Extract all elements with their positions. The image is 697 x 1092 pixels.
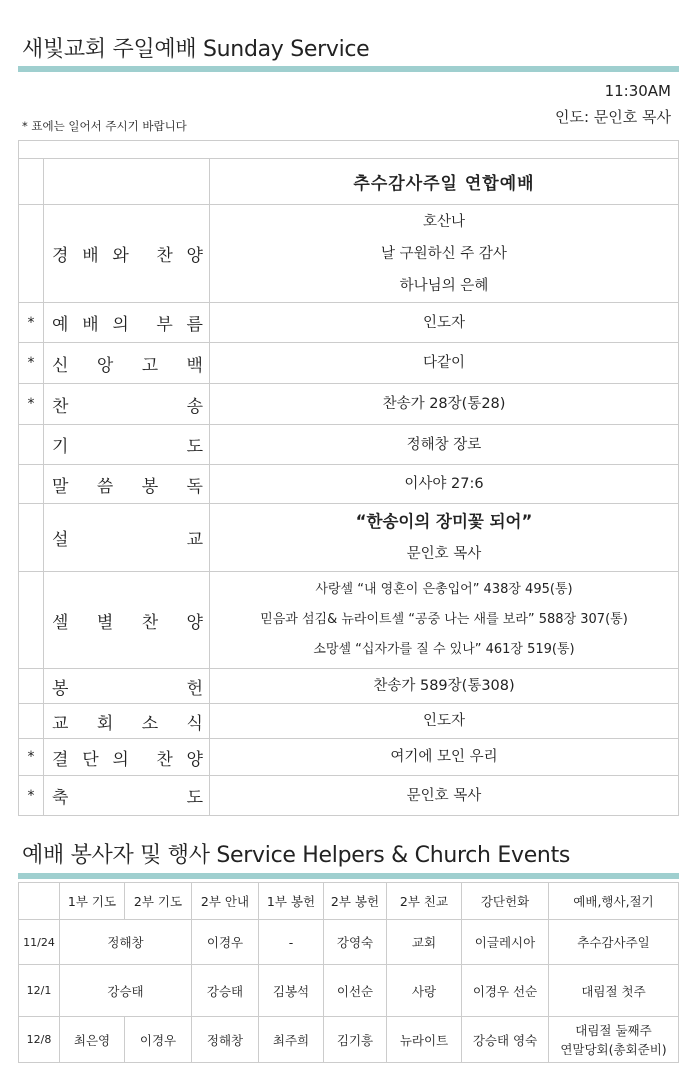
usher-cell: 정해창	[192, 1017, 259, 1063]
standing-marker: *	[19, 343, 44, 384]
order-content	[210, 704, 679, 739]
content-line: 소망셀 “십자가를 질 수 있나” 461장 519(통)	[313, 642, 575, 657]
label-char: 신	[52, 355, 69, 376]
events-title: 예배 봉사자 및 행사 Service Helpers & Church Events	[22, 843, 571, 868]
order-row	[19, 739, 679, 776]
order-row	[19, 465, 679, 504]
label-char: 의	[112, 315, 129, 335]
content-line: 문인호 목사	[406, 787, 482, 804]
order-content	[210, 504, 679, 572]
events-row	[19, 920, 679, 965]
label-char: 셀	[52, 612, 69, 633]
usher-cell: 강승태	[192, 965, 259, 1017]
order-row	[19, 572, 679, 669]
label-char: 말	[52, 476, 69, 497]
label-char: 도	[186, 437, 203, 457]
label-char: 소	[141, 713, 159, 734]
offering1-cell: 최주희	[259, 1017, 324, 1063]
event-cell	[549, 1017, 679, 1063]
label-char: 축	[52, 788, 69, 808]
order-label	[44, 343, 210, 384]
header-cell: 강단헌화	[462, 883, 549, 920]
order-label	[44, 776, 210, 816]
content-line: 문인호 목사	[406, 545, 482, 562]
order-row	[19, 384, 679, 425]
spacer-row	[18, 140, 679, 159]
order-content	[210, 776, 679, 816]
standing-marker	[19, 704, 44, 739]
label-char: 찬	[52, 396, 69, 417]
order-row	[19, 343, 679, 384]
label-char: 교	[186, 530, 203, 550]
label-char: 결	[52, 749, 69, 770]
order-label	[44, 384, 210, 425]
standing-marker	[19, 205, 44, 303]
service-title: 추수감사주일 연합예배	[353, 174, 535, 194]
order-row	[19, 303, 679, 343]
label-char: 찬	[156, 749, 173, 770]
label-char: 교	[52, 713, 69, 734]
standing-marker: *	[19, 776, 44, 816]
order-of-service-table	[18, 158, 679, 816]
label-char: 단	[82, 749, 99, 770]
content-line: 정해창 장로	[406, 436, 482, 453]
order-label	[44, 739, 210, 776]
label-char: 의	[112, 749, 129, 770]
events-divider	[18, 873, 679, 879]
content-line: 이사야 27:6	[404, 476, 484, 492]
header-cell: 예배,행사,절기	[549, 883, 679, 920]
label-char: 배	[82, 315, 99, 335]
content-line: 여기에 모인 우리	[390, 749, 498, 765]
standing-marker	[19, 465, 44, 504]
label-char: 경	[52, 246, 69, 266]
content-line: 믿음과 섬김& 뉴라이트셀 “공중 나는 새를 보라” 588장 307(통)	[260, 612, 628, 627]
events-row	[19, 965, 679, 1017]
order-content	[210, 425, 679, 465]
label-char: 별	[96, 612, 114, 633]
order-label	[44, 504, 210, 572]
label-char: 설	[52, 530, 69, 550]
standing-marker	[19, 425, 44, 465]
order-content	[210, 384, 679, 425]
order-content	[210, 303, 679, 343]
content-line: 인도자	[422, 314, 466, 331]
events-table	[18, 882, 679, 1063]
order-label	[44, 465, 210, 504]
order-content	[210, 739, 679, 776]
order-content	[210, 465, 679, 504]
offering1-cell: 김봉석	[259, 965, 324, 1017]
event-line: 연말당회(총회준비)	[560, 1041, 667, 1057]
title-divider	[18, 66, 679, 72]
content-line: 찬송가 28장(통28)	[382, 396, 506, 412]
event-cell	[549, 920, 679, 965]
event-date: 12/8	[19, 1017, 60, 1063]
event-line: 대림절 첫주	[581, 983, 646, 999]
standing-marker	[19, 572, 44, 669]
label-char: 회	[96, 713, 114, 734]
label-char: 송	[186, 396, 203, 417]
flowers-cell: 강승태 영숙	[462, 1017, 549, 1063]
content-line: 인도자	[422, 713, 466, 729]
order-content	[210, 205, 679, 303]
content-line: 호산나	[422, 213, 466, 230]
order-row	[19, 704, 679, 739]
event-cell	[549, 965, 679, 1017]
order-content	[210, 343, 679, 384]
label-char: 도	[186, 788, 203, 808]
header-cell: 2부 기도	[125, 883, 192, 920]
fellowship-cell: 교회	[387, 920, 462, 965]
usher-cell: 이경우	[192, 920, 259, 965]
content-line: 다같이	[422, 355, 466, 371]
label-char: 찬	[156, 246, 173, 266]
flowers-cell: 이글레시아	[462, 920, 549, 965]
label-char: 배	[82, 246, 99, 266]
fellowship-cell: 사랑	[387, 965, 462, 1017]
label-char: 씀	[96, 476, 114, 497]
order-row	[19, 669, 679, 704]
content-line: 하나님의 은혜	[399, 277, 489, 294]
label-char: 양	[186, 246, 203, 266]
order-label	[44, 572, 210, 669]
order-row	[19, 205, 679, 303]
label-char: 봉	[52, 678, 69, 699]
service-leader: 인도: 문인호 목사	[554, 108, 671, 126]
flowers-cell: 이경우 선순	[462, 965, 549, 1017]
label-char: 름	[186, 315, 203, 335]
header-cell: 2부 안내	[192, 883, 259, 920]
offering1-cell: -	[259, 920, 324, 965]
prayer-cell: 정해창	[60, 920, 192, 965]
order-content	[210, 572, 679, 669]
label-char: 독	[186, 476, 203, 497]
events-row	[19, 1017, 679, 1063]
order-row	[19, 776, 679, 816]
label-char: 예	[52, 315, 69, 335]
prayer-cell: 강승태	[60, 965, 192, 1017]
event-line: 대림절 둘째주	[575, 1022, 652, 1038]
label-char: 고	[141, 355, 159, 376]
content-line: 찬송가 589장(통308)	[373, 678, 515, 694]
content-line: 날 구원하신 주 감사	[381, 245, 507, 262]
offering2-cell: 김기흥	[324, 1017, 387, 1063]
label-char: 백	[186, 355, 203, 376]
order-label	[44, 205, 210, 303]
order-label	[44, 704, 210, 739]
standing-marker: *	[19, 384, 44, 425]
order-label	[44, 425, 210, 465]
event-line: 추수감사주일	[577, 935, 650, 950]
events-header-row	[19, 883, 679, 920]
header-cell: 2부 봉헌	[324, 883, 387, 920]
event-date: 11/24	[19, 920, 60, 965]
standing-note: * 표에는 일어서 주시기 바랍니다	[22, 119, 187, 133]
page-title: 새빛교회 주일예배 Sunday Service	[22, 37, 370, 62]
label-char: 헌	[186, 678, 203, 699]
order-title-row	[19, 159, 679, 205]
label-char: 봉	[141, 476, 159, 497]
standing-marker	[19, 504, 44, 572]
label-char: 양	[186, 749, 203, 770]
content-line: “한송이의 장미꽃 되어”	[355, 511, 533, 531]
standing-marker	[19, 669, 44, 704]
content-line: 사랑셀 “내 영혼이 은총입어” 438장 495(통)	[315, 582, 573, 597]
order-label	[44, 669, 210, 704]
offering2-cell: 강영숙	[324, 920, 387, 965]
standing-marker: *	[19, 739, 44, 776]
fellowship-cell: 뉴라이트	[387, 1017, 462, 1063]
header-cell: 2부 친교	[387, 883, 462, 920]
label-char: 와	[112, 246, 129, 266]
label-char: 부	[156, 315, 173, 335]
label-char: 기	[52, 437, 69, 457]
service-time: 11:30AM	[604, 82, 671, 100]
label-char: 양	[186, 612, 203, 633]
header-cell: 1부 봉헌	[259, 883, 324, 920]
prayer1-cell: 최은영	[60, 1017, 125, 1063]
order-row	[19, 504, 679, 572]
prayer2-cell: 이경우	[125, 1017, 192, 1063]
label-char: 찬	[141, 612, 159, 633]
label-char: 앙	[96, 355, 114, 376]
label-char: 식	[186, 713, 203, 734]
order-label	[44, 303, 210, 343]
order-row	[19, 425, 679, 465]
standing-marker: *	[19, 303, 44, 343]
order-content	[210, 669, 679, 704]
header-cell: 1부 기도	[60, 883, 125, 920]
offering2-cell: 이선순	[324, 965, 387, 1017]
event-date: 12/1	[19, 965, 60, 1017]
